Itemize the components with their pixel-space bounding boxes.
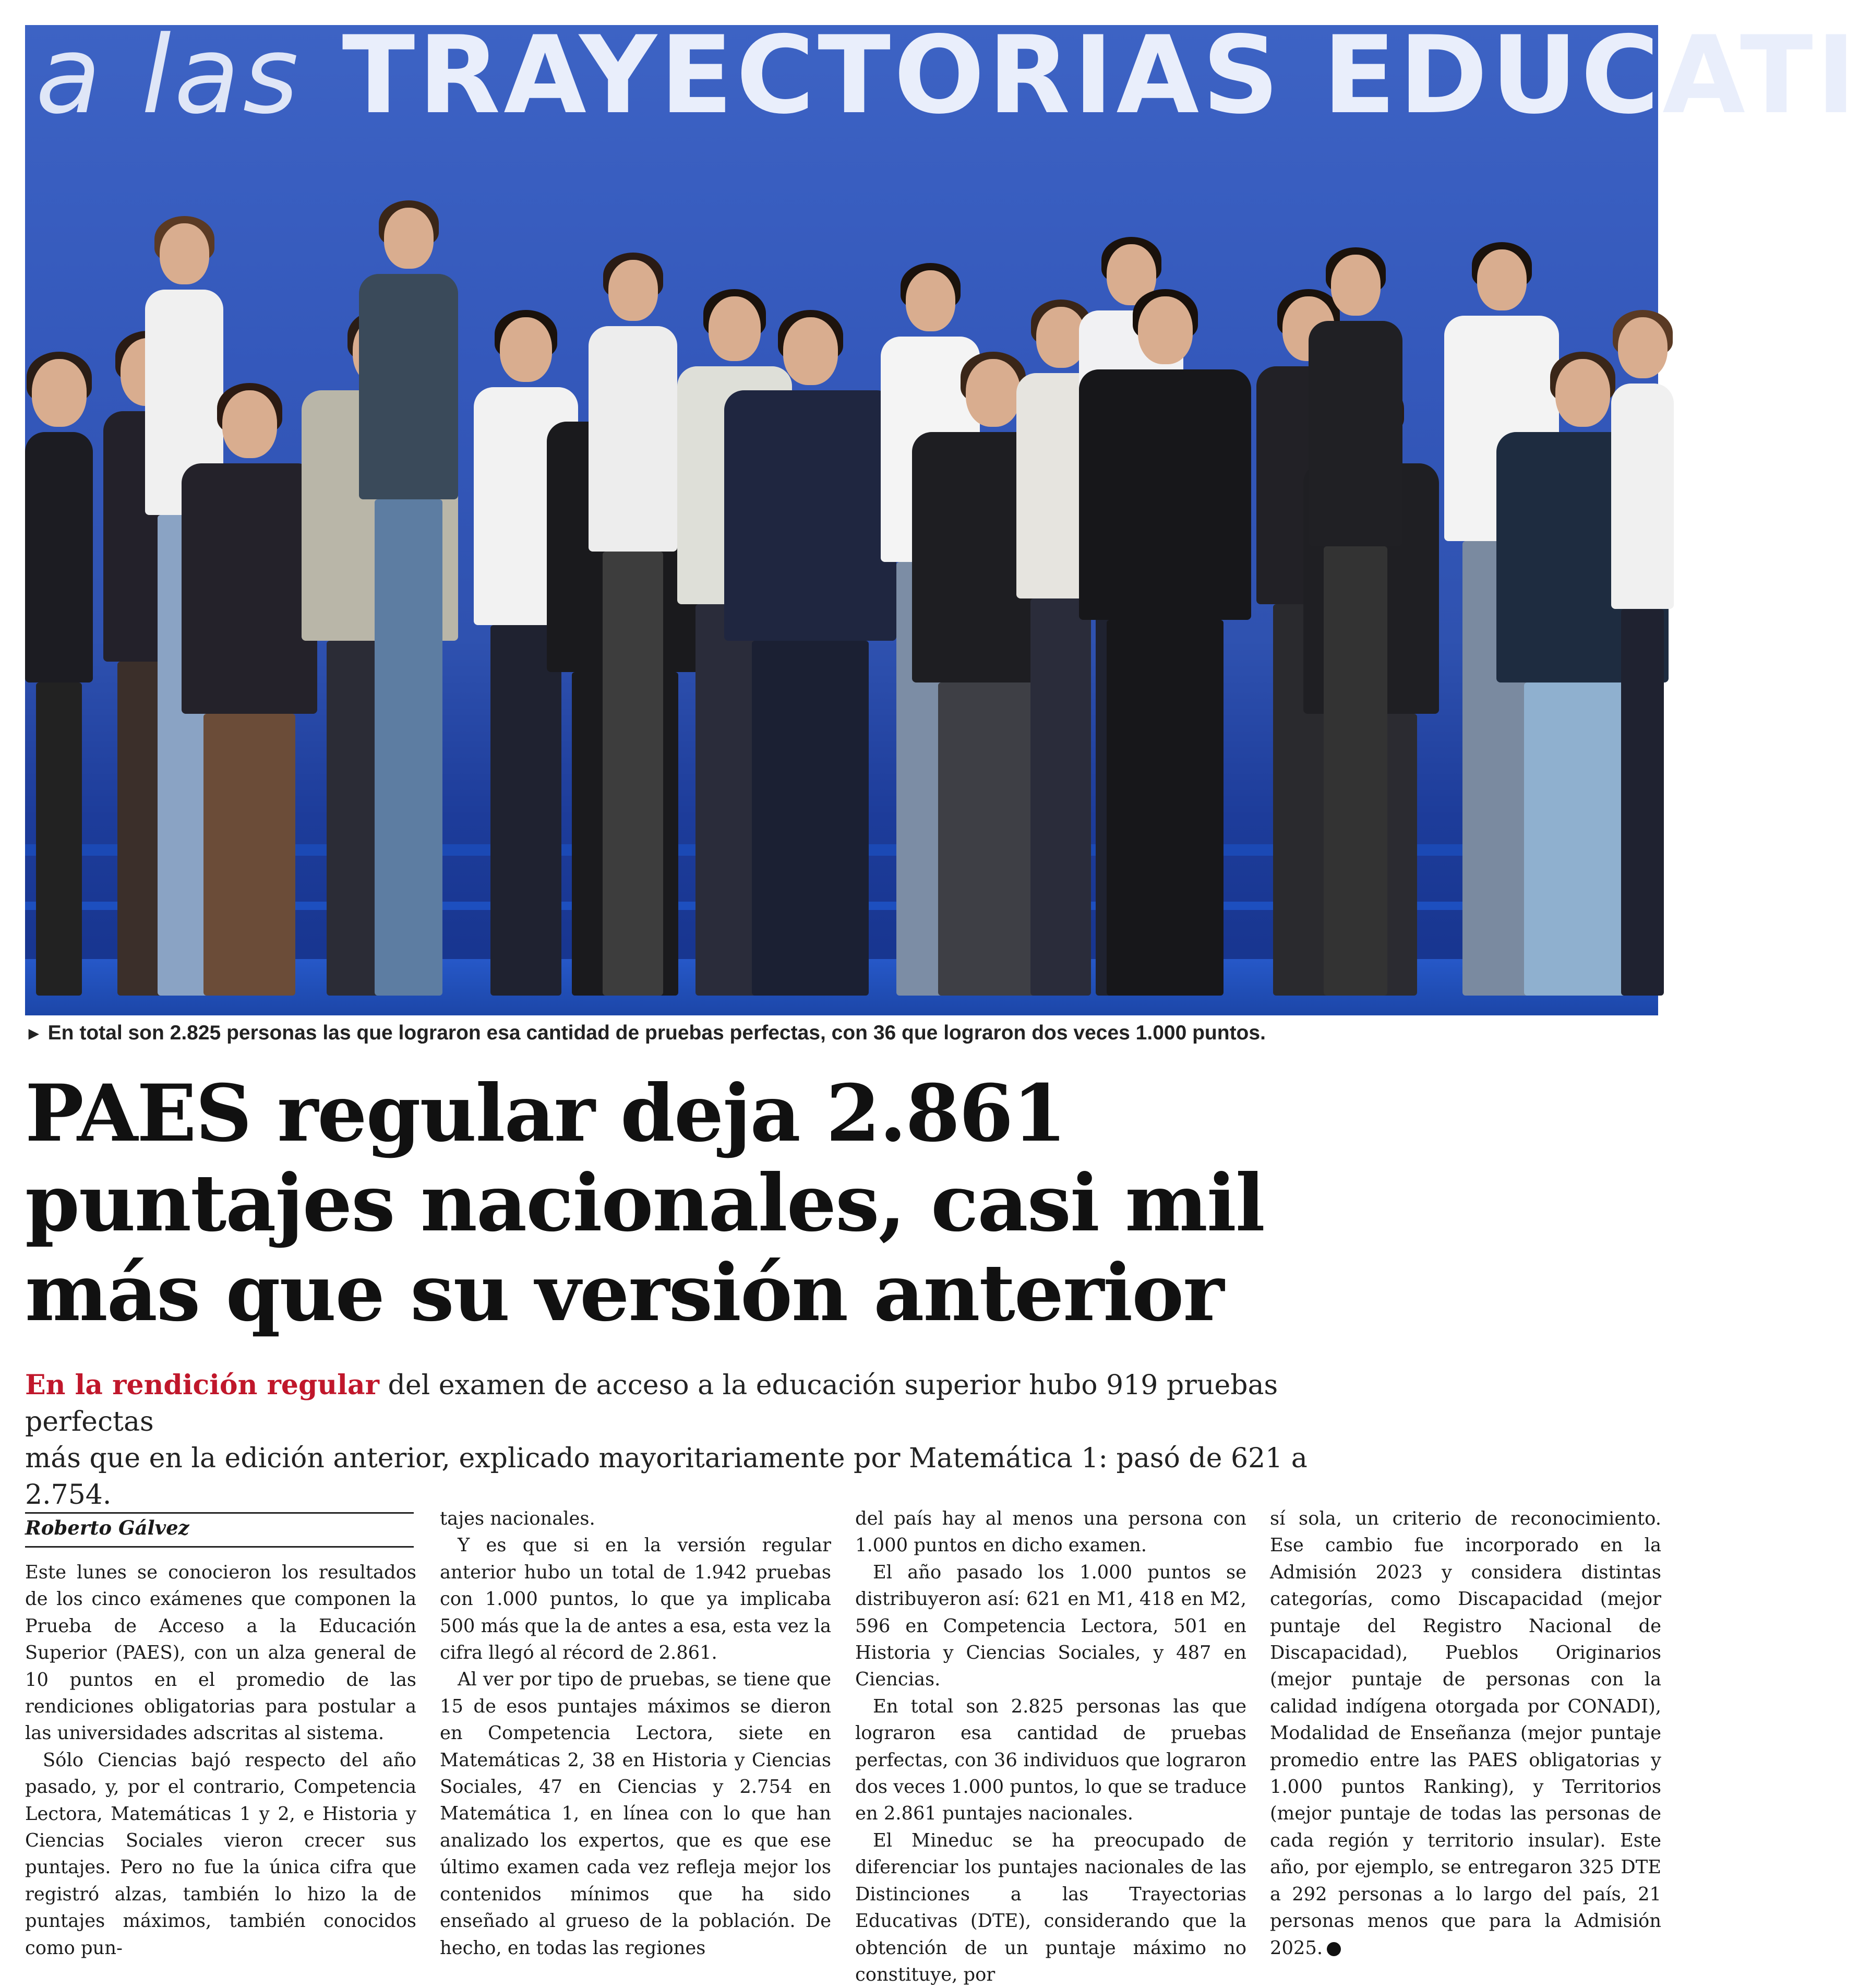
torso-shape (182, 463, 317, 714)
banner-light-text: a las (35, 14, 302, 138)
head-shape (608, 260, 658, 321)
legs-shape (36, 682, 82, 996)
head-shape (1036, 307, 1086, 368)
torso-shape (359, 274, 458, 499)
head-shape (906, 270, 955, 331)
person-silhouette (589, 260, 677, 996)
person-silhouette (1611, 317, 1674, 996)
paragraph: Sólo Ciencias bajó respecto del año pasado, y, por el contrario, Competencia Lectora, Matemáticas 1 y 2, e Historia y Ciencias Sociales vieron crecer sus puntajes. Pero no fue la única cifra que registró alzas, también lo hizo la de puntajes máximos, también conocidos como pun- (25, 1749, 416, 1959)
byline-rule-bottom (25, 1546, 414, 1548)
legs-shape (1621, 609, 1664, 996)
paragraph: tajes nacionales. (440, 1508, 595, 1529)
lead-paragraph (25, 1367, 1329, 1513)
person-silhouette (182, 390, 317, 996)
paragraph: del país hay al menos una persona con 1.000 puntos en dicho examen. (855, 1508, 1246, 1556)
paragraph: Este lunes se conocieron los resultados de los cinco exámenes que componen la Prueba de Acceso a la Educación Superior (PAES), con un alza general de 10 puntos en el promedio de las rendiciones obligatorias para postular a las universidades adscritas al sistema. (25, 1562, 416, 1744)
banner-bold-text: TRAYECTORIAS EDUCATI (342, 14, 1859, 138)
head-shape (32, 359, 87, 427)
paragraph: El año pasado los 1.000 puntos se distribuyeron así: 621 en M1, 418 en M2, 596 en Competencia Lectora, 501 en Historia y Ciencias Sociales, y 487 en Ciencias. (855, 1561, 1246, 1691)
person-silhouette (1309, 255, 1402, 996)
legs-shape (1107, 620, 1224, 996)
torso-shape (1309, 321, 1402, 546)
article-photo (25, 14, 1859, 1015)
lead-text-1: del examen de acceso a la educación superior hubo 919 pruebas perfectas (25, 1370, 1278, 1438)
torso-shape (1611, 384, 1674, 609)
paragraph: En total son 2.825 personas las que lograron esa cantidad de pruebas perfectas, con 36 individuos que lograron dos veces 1.000 puntos, lo que se traduce en 2.861 puntajes nacionales. (855, 1695, 1246, 1825)
head-shape (1618, 317, 1668, 378)
person-silhouette (359, 208, 458, 996)
byline-rule-top (25, 1512, 414, 1514)
paragraph: Y es que si en la versión regular anterior hubo un total de 1.942 pruebas con 1.000 puntos, lo que ya implicaba 500 más que la de antes a esa, esta vez la cifra llegó al récord de 2.861. (440, 1535, 831, 1664)
person-silhouette (25, 359, 93, 996)
end-of-article-icon (1327, 1942, 1341, 1956)
head-shape (783, 317, 838, 385)
headline-line-3: más que su versión anterior (25, 1247, 1224, 1339)
paragraph-text: sí sola, un criterio de reconocimiento. Ese cambio fue incorporado en la Admisión 2023 y considera distintas categorías, como Discapacidad (mejor puntaje del Registro Nacional de Discapacidad), Pueblos Originarios (mejor puntaje de personas con la calidad indígena otorgada por CONADI), Modalidad de Enseñanza (mejor puntaje promedio entre las PAES obligatorias y 1.000 puntos Ranking), y Territorios (mejor puntaje de todas las personas de cada región y territorio insular). Este año, por ejemplo, se entregaron 325 DTE a 292 personas a lo largo del país, 21 personas menos que para la Admisión 2025. (1270, 1508, 1661, 1959)
legs-shape (375, 499, 442, 996)
person-silhouette (724, 317, 896, 996)
lead-kicker: En la rendición regular (25, 1369, 379, 1401)
paragraph: Al ver por tipo de pruebas, se tiene que 15 de esos puntajes máximos se dieron en Competencia Lectora, siete en Matemáticas 2, 38 en Historia y Ciencias Sociales, 47 en Ciencias y 2.754 en Matemática 1, en línea con lo que han analizado los expertos, que es que ese último examen cada vez refleja mejor los contenidos mínimos que ha sido enseñado al grueso de la población. De hecho, en todas las regiones (440, 1669, 831, 1959)
person-silhouette (1079, 296, 1251, 996)
headline (25, 1069, 1329, 1338)
headline-line-2: puntajes nacionales, casi mil (25, 1157, 1264, 1249)
legs-shape (1324, 546, 1387, 996)
body-column-4 (1270, 1505, 1661, 1961)
byline: Roberto Gálvez (25, 1516, 189, 1539)
legs-shape (603, 552, 663, 996)
head-shape (500, 317, 552, 382)
photo-backdrop-banner (35, 14, 1859, 138)
lead-text-2: más que en la edición anterior, explicado mayoritariamente por Matemática 1: pasó de 621 a 2.754. (25, 1443, 1308, 1511)
paragraph (1270, 1505, 1661, 1961)
head-shape (1477, 249, 1527, 310)
torso-shape (724, 390, 896, 641)
body-column-2 (440, 1505, 831, 1961)
head-shape (1138, 296, 1193, 364)
torso-shape (25, 432, 93, 682)
legs-shape (752, 641, 869, 996)
headline-line-1: PAES regular deja 2.861 (25, 1068, 1066, 1159)
head-shape (160, 223, 209, 284)
torso-shape (589, 326, 677, 552)
legs-shape (203, 714, 296, 996)
head-shape (1555, 359, 1610, 427)
body-column-1 (25, 1559, 416, 1961)
head-shape (1331, 255, 1381, 316)
torso-shape (1079, 369, 1251, 620)
body-column-3 (855, 1505, 1246, 1988)
caption-marker-icon: ► (25, 1024, 43, 1044)
head-shape (222, 390, 277, 458)
head-shape (966, 359, 1021, 427)
photo-caption (25, 1022, 1658, 1045)
head-shape (384, 208, 434, 269)
paragraph: El Mineduc se ha preocupado de diferenciar los puntajes nacionales de las Distinciones a las Trayectorias Educativas (DTE), considerando que la obtención de un puntaje máximo no constituye, por (855, 1829, 1246, 1985)
caption-text: En total son 2.825 personas las que lograron esa cantidad de pruebas perfectas, con 36 que lograron dos veces 1.000 puntos. (47, 1022, 1266, 1044)
lead-line-1 (25, 1367, 1329, 1440)
